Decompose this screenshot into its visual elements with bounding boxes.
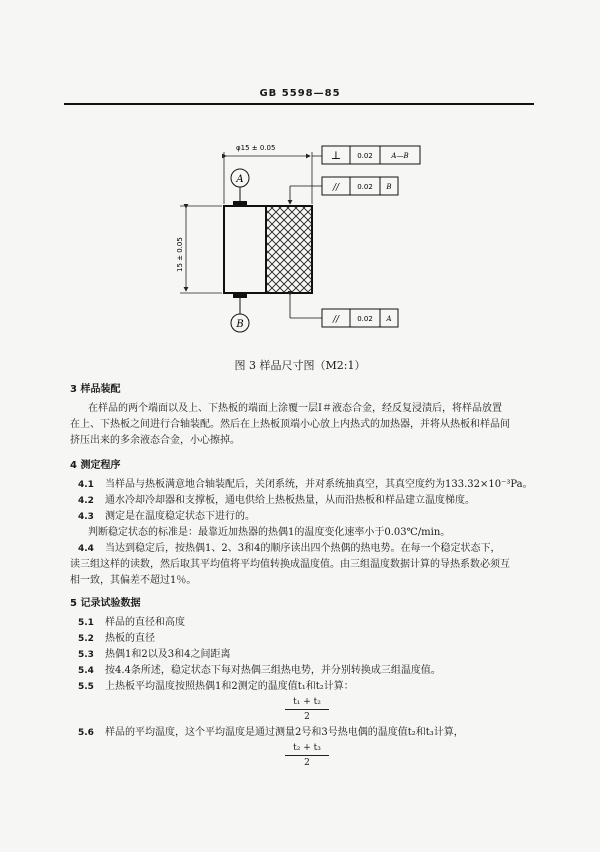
item-number: 5.6 xyxy=(78,728,94,738)
formula-upper-plate-mean: t₁ + t₂ 2 xyxy=(285,696,329,723)
item-5-6: 样品的平均温度，这个平均温度是通过测量2号和3号热电偶的温度值t₂和t₃计算， xyxy=(105,727,464,738)
figure-caption: 图 3 样品尺寸图（M2:1） xyxy=(234,359,366,372)
parallelism-icon: // xyxy=(332,183,340,193)
s3-line-2: 在上、下热板之间进行合轴装配。然后在上热板顶端小心放上内热式的加热器，并将从热板和样品间 xyxy=(70,419,510,430)
hatched-section xyxy=(266,206,312,293)
item-4-4-line-1: 当达到稳定后，按热偶1、2、3和4的顺序读出四个热偶的热电势。在每一个稳定状态下， xyxy=(105,543,501,554)
s3-line-3: 挤压出来的多余液态合金，小心擦掉。 xyxy=(70,435,240,446)
item-4-2: 通水冷却冷却器和支撑板，通电供给上热板热量，从而沿热板和样品建立温度梯度。 xyxy=(105,495,475,506)
svg-text:B: B xyxy=(386,183,392,191)
height-dim-text: 15 ± 0.05 xyxy=(176,237,184,272)
item-number: 4.4 xyxy=(78,544,94,554)
datum-b-label: B xyxy=(236,319,244,330)
item-4-4-line-2: 读三组这样的读数，然后取其平均值将平均值转换成温度值。由三组温度数据计算的导热系数必须互 xyxy=(70,559,510,570)
item-4-1: 当样品与热板满意地合轴装配后，关闭系统，并对系统抽真空，其真空度约为133.32×10⁻³Pa。 xyxy=(105,479,533,490)
item-number: 4.2 xyxy=(78,496,94,506)
svg-text:0.02: 0.02 xyxy=(357,152,373,160)
item-number: 5.2 xyxy=(78,634,94,644)
perpendicularity-icon: ⊥ xyxy=(330,149,342,162)
item-number: 4.1 xyxy=(78,480,94,490)
item-number: 5.4 xyxy=(78,666,94,676)
item-number: 4.3 xyxy=(78,512,94,522)
svg-text:0.02: 0.02 xyxy=(357,315,373,323)
item-number: 5.1 xyxy=(78,618,94,628)
item-5-4: 按4.4条所述，稳定状态下每对热偶三组热电势，并分别转换成三组温度值。 xyxy=(105,665,441,676)
item-4-3: 测定是在温度稳定状态下进行的。 xyxy=(105,511,255,522)
s3-line-1: 在样品的两个端面以及上、下热板的端面上涂覆一层Ⅰ＃液态合金，经反复浸渍后，将样品放置 xyxy=(88,403,502,414)
item-number: 5.3 xyxy=(78,650,94,660)
svg-text:A—B: A—B xyxy=(391,152,409,160)
item-5-1: 样品的直径和高度 xyxy=(105,617,185,628)
item-4-3-criterion: 判断稳定状态的标准是：最靠近加热器的热偶1的温度变化速率小于0.03℃/min。 xyxy=(88,527,451,538)
parallelism-icon: // xyxy=(332,315,340,325)
section-3-heading: 3 样品装配 xyxy=(70,384,121,395)
section-5-heading: 5 记录试验数据 xyxy=(70,598,141,609)
datum-a-label: A xyxy=(236,174,244,185)
item-5-2: 热板的直径 xyxy=(105,633,155,644)
item-5-5: 上热板平均温度按照热偶1和2测定的温度值t₁和t₂计算： xyxy=(105,681,354,692)
section-4-heading: 4 测定程序 xyxy=(70,460,121,471)
diameter-dim-text: φ15 ± 0.05 xyxy=(236,144,276,152)
svg-text:0.02: 0.02 xyxy=(357,183,373,191)
item-5-3: 热偶1和2以及3和4之间距离 xyxy=(105,649,231,660)
item-number: 5.5 xyxy=(78,682,94,692)
standard-header: GB 5598—85 xyxy=(259,88,341,99)
sample-dimension-figure xyxy=(0,0,600,360)
item-4-4-line-3: 相一致，其偏差不超过1％。 xyxy=(70,575,197,586)
svg-text:A: A xyxy=(386,315,392,323)
formula-sample-mean: t₂ + t₃ 2 xyxy=(285,742,329,769)
